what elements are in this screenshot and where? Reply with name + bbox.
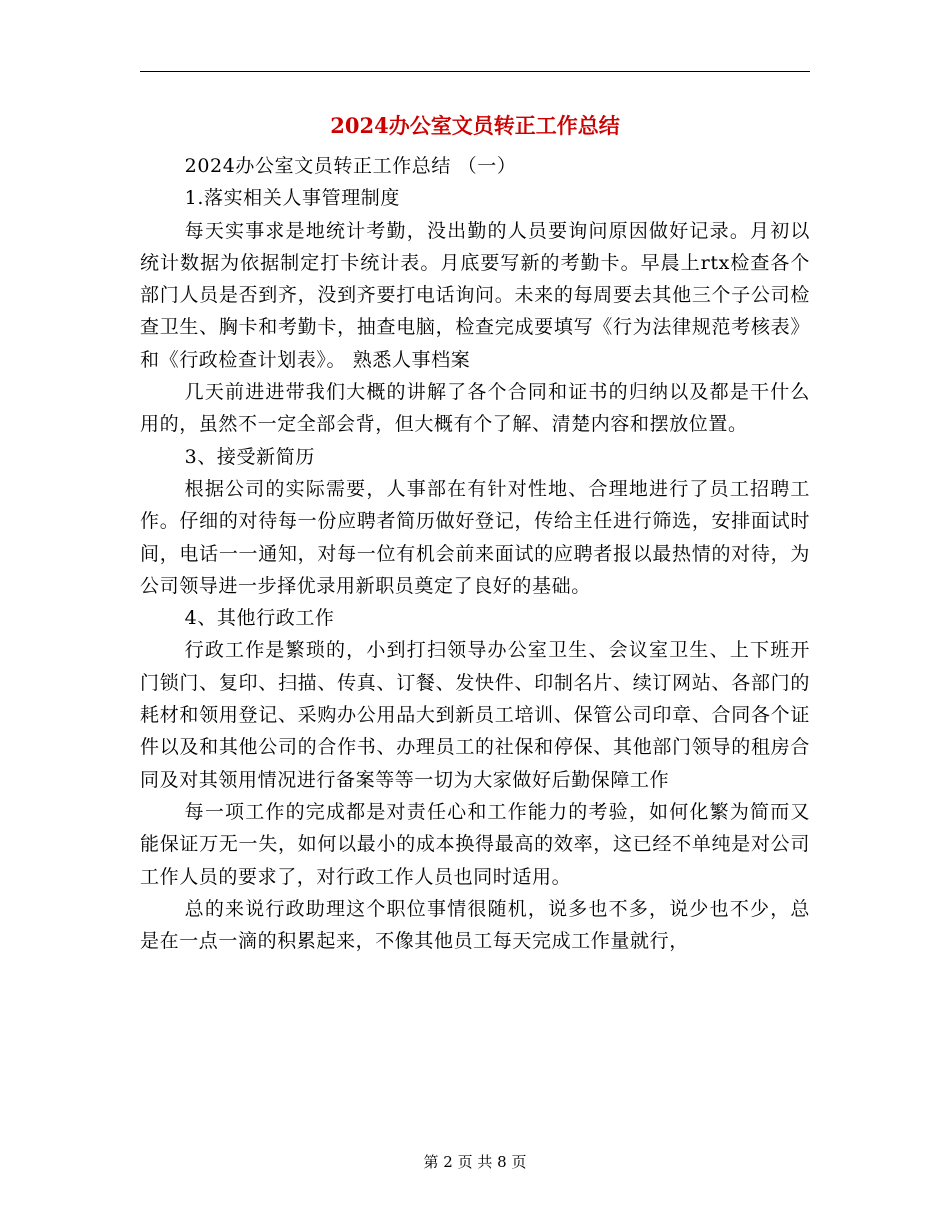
section-heading-1: 1.落实相关人事管理制度 (184, 187, 400, 210)
document-title: 2024办公室文员转正工作总结 (330, 113, 620, 138)
document-body (140, 150, 810, 957)
paragraph: 总的来说行政助理这个职位事情很随机，说多也不多，说少也不少，总是在一点一滴的积累起来，不像其他员工每天完成工作量就行， (140, 897, 810, 953)
section-subtitle: 2024办公室文员转正工作总结 （一） (184, 155, 517, 177)
section-heading-4: 4、其他行政工作 (184, 607, 335, 630)
section-heading-3: 3、接受新简历 (184, 445, 315, 468)
paragraph: 行政工作是繁琐的，小到打扫领导办公室卫生、会议室卫生、上下班开门锁门、复印、扫描、传真、订餐、发快件、印制名片、续订网站、各部门的耗材和领用登记、采购办公用品大到新员工培训、保管公司印章、合同各个证件以及和其他公司的合作书、办理员工的社保和停保、其他部门领导的租房合同及对其领用情况进行备案等等一切为大家做好后勤保障工作 (140, 639, 810, 791)
header-rule (140, 71, 810, 72)
paragraph: 每天实事求是地统计考勤，没出勤的人员要询问原因做好记录。月初以统计数据为依据制定打卡统计表。月底要写新的考勤卡。早晨上rtx检查各个部门人员是否到齐，没到齐要打电话询问。未来的每周要去其他三个子公司检查卫生、胸卡和考勤卡，抽查电脑，检查完成要填写《行为法律规范考核表》和《行政检查计划表》。 熟悉人事档案 (140, 219, 810, 371)
paragraph: 根据公司的实际需要，人事部在有针对性地、合理地进行了员工招聘工作。仔细的对待每一份应聘者简历做好登记，传给主任进行筛选，安排面试时间，电话一一通知，对每一位有机会前来面试的应聘者报以最热情的对待，为公司领导进一步择优录用新职员奠定了良好的基础。 (140, 477, 810, 597)
paragraph: 几天前进进带我们大概的讲解了各个合同和证书的归纳以及都是干什么用的，虽然不一定全部会背，但大概有个了解、清楚内容和摆放位置。 (140, 381, 810, 436)
page-number: 第 2 页 共 8 页 (423, 1153, 527, 1171)
paragraph: 每一项工作的完成都是对责任心和工作能力的考验，如何化繁为简而又能保证万无一失，如何以最小的成本换得最高的效率，这已经不单纯是对公司工作人员的要求了，对行政工作人员也同时适用。 (140, 800, 810, 888)
